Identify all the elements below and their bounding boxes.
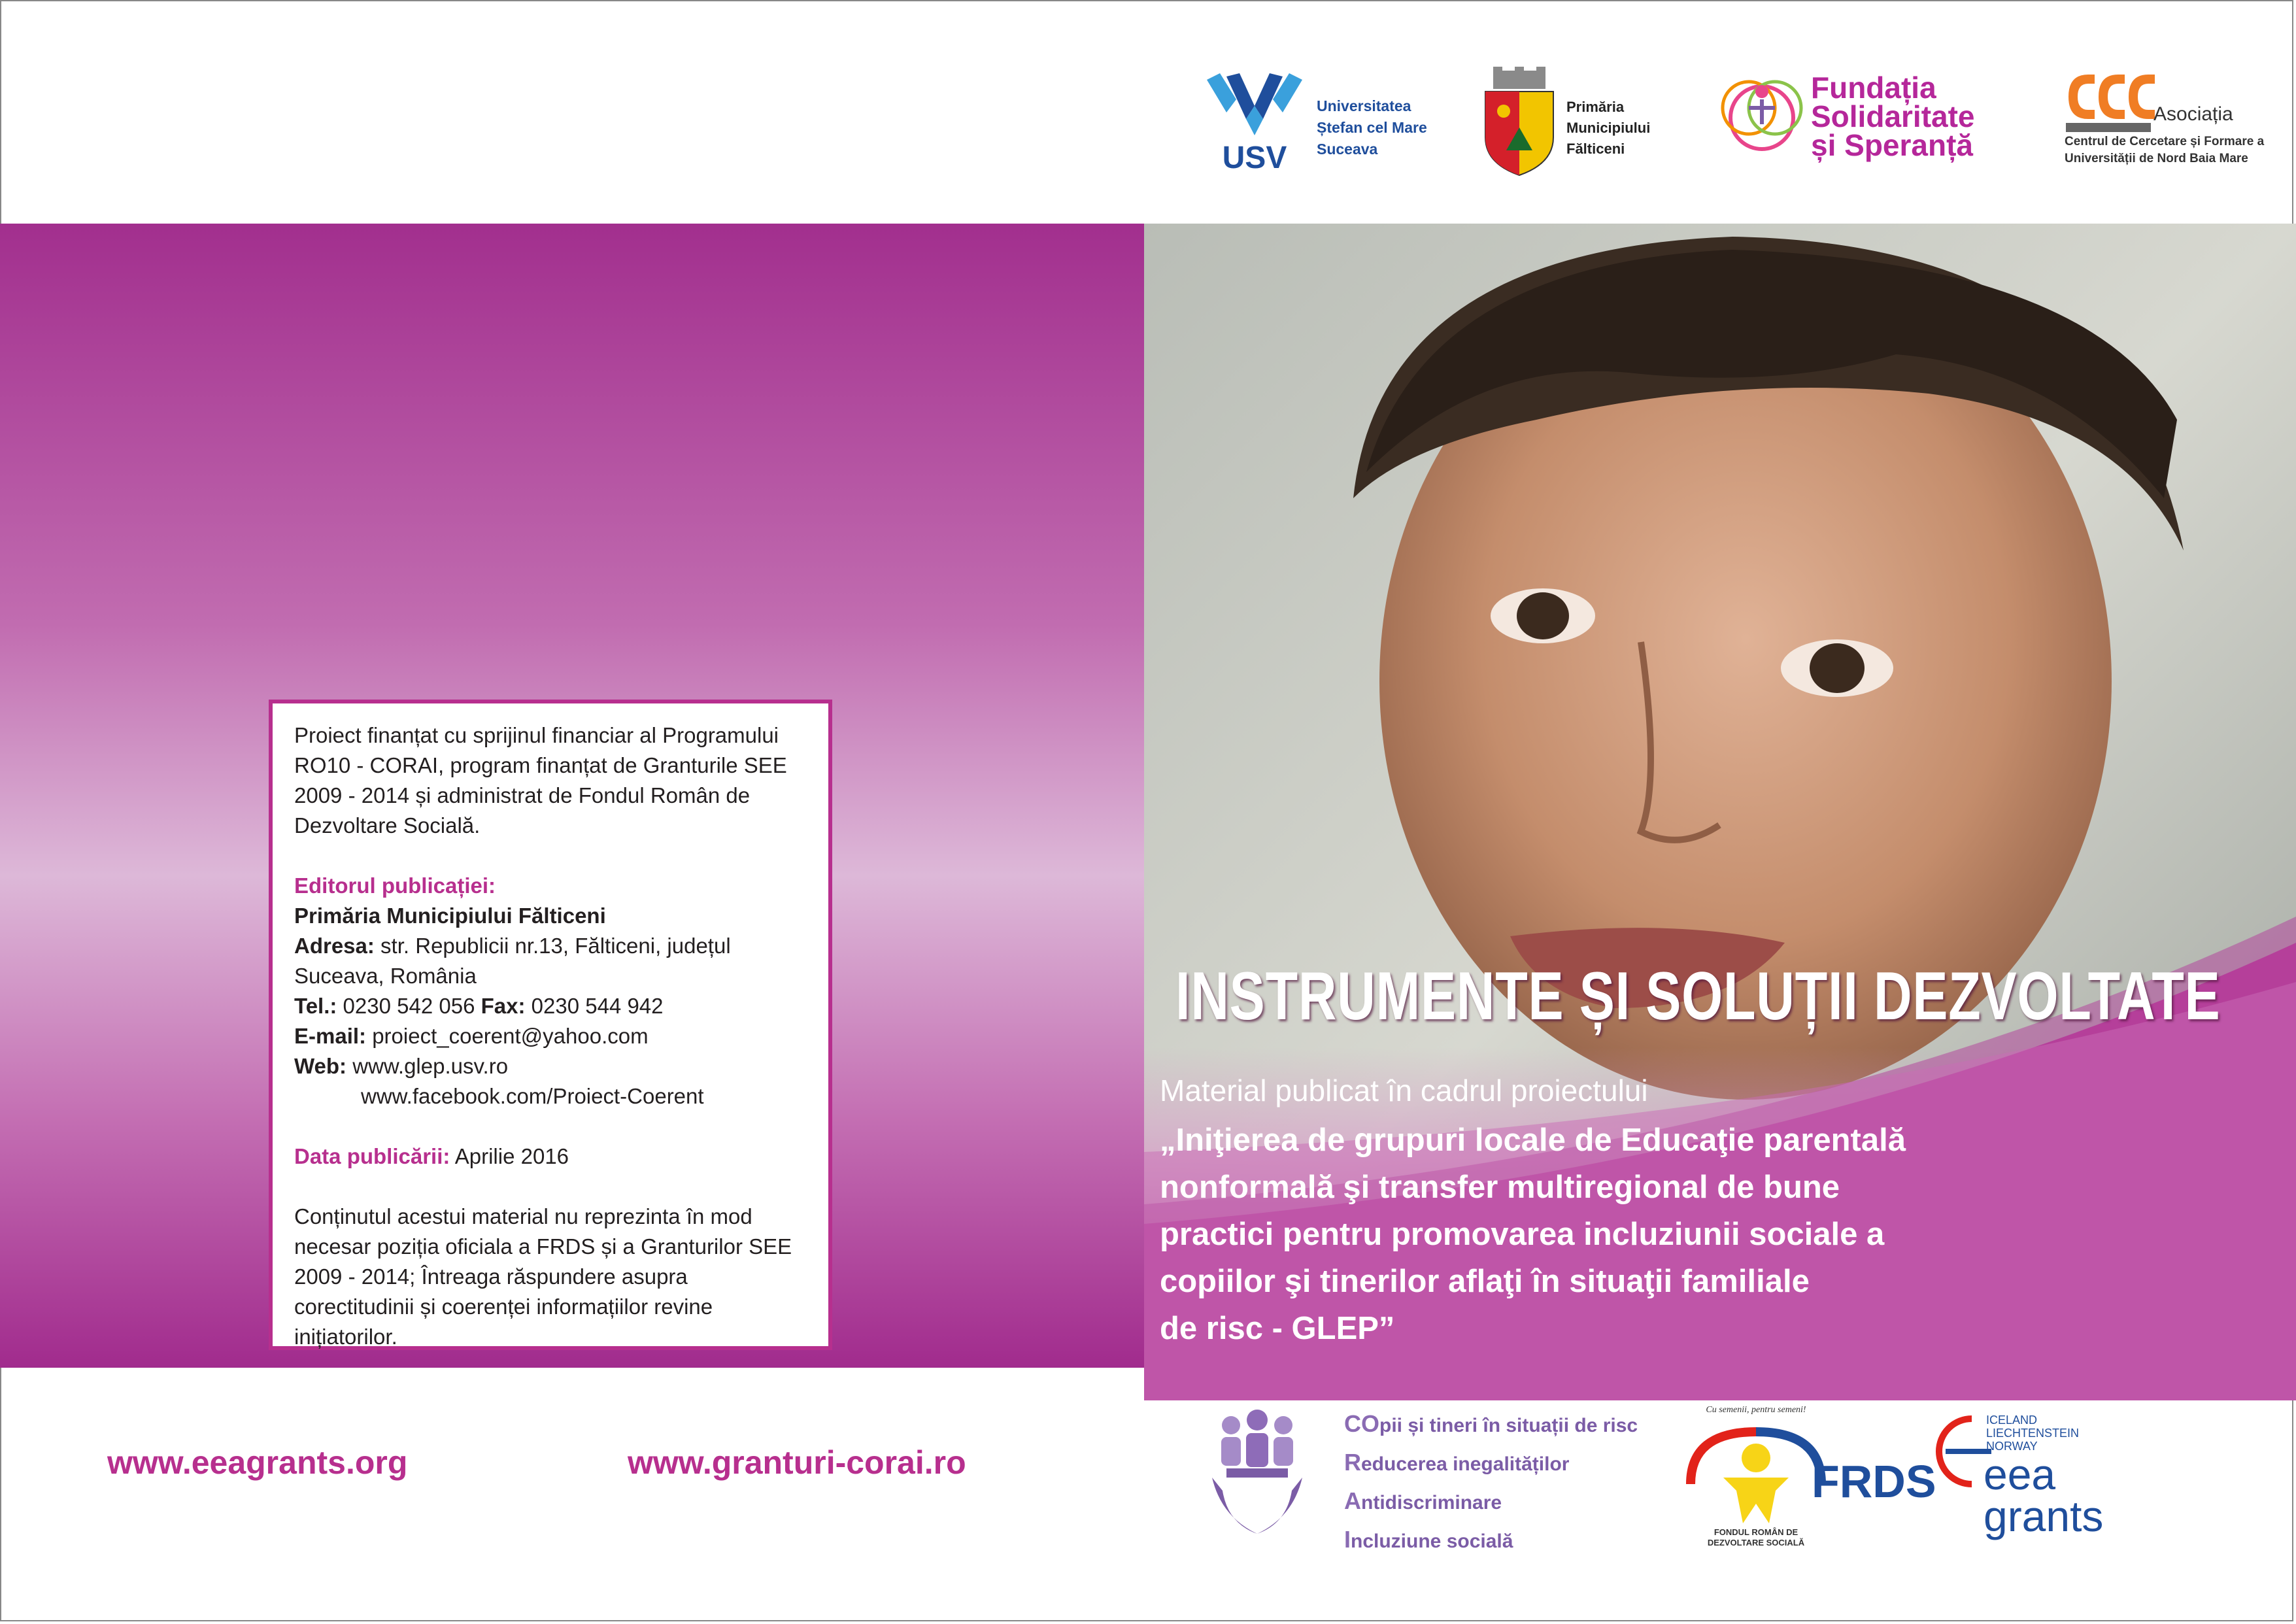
usv-mark-text: USV: [1222, 141, 1287, 175]
web-value: www.glep.usv.ro: [346, 1054, 509, 1078]
svg-text:NORWAY: NORWAY: [1986, 1440, 2038, 1453]
falticeni-coat-of-arms-icon: [1480, 65, 1559, 177]
fss-logo-icon: [1713, 72, 1811, 163]
eeagrants-url-link[interactable]: www.eeagrants.org: [107, 1444, 408, 1481]
date-label: Data publicării:: [294, 1144, 450, 1168]
fax-value: 0230 544 942: [525, 994, 664, 1018]
address-value: str. Republicii nr.13, Fălticeni, județul: [374, 934, 731, 958]
email-label: E-mail:: [294, 1024, 367, 1048]
ccc-logo-icon: [2066, 71, 2157, 133]
corai-logo-icon: [1208, 1406, 1306, 1536]
fax-label: Fax:: [481, 994, 526, 1018]
disclaimer-line: corectitudinii și coerenței informațiilor revine: [294, 1294, 713, 1319]
disclaimer-line: 2009 - 2014; Întreaga răspundere asupra: [294, 1264, 688, 1289]
date-value: Aprilie 2016: [450, 1144, 569, 1168]
tel-label: Tel.:: [294, 994, 337, 1018]
disclaimer-line: necesar poziția oficiala a FRDS și a Granturilor SEE: [294, 1234, 792, 1259]
corai-acronym-list: COpii și tineri în situații de risc Reducerea inegalităților Antidiscriminare Incluziune socială: [1344, 1410, 1638, 1553]
web-value-2: www.facebook.com/Proiect-Coerent: [361, 1084, 704, 1108]
ccc-asociatia-label: Asociația: [2153, 103, 2233, 125]
disclaimer-line: inițiatorilor.: [294, 1325, 397, 1349]
cover-title: INSTRUMENTE ȘI SOLUȚII DEZVOLTATE: [1175, 958, 2221, 1034]
email-value: proiect_coerent@yahoo.com: [366, 1024, 649, 1048]
project-name: „Iniţierea de grupuri locale de Educaţie parentală nonformală şi transfer multiregional de bune practici pentru promovarea incluziunii sociale a copiilor şi tinerilor aflaţi în situaţii familiale de risc - GLEP”: [1160, 1123, 1906, 1346]
frds-logo-icon: [1671, 1393, 1936, 1549]
falticeni-name: Primăria Municipiului Fălticeni: [1566, 99, 1651, 157]
frds-tagline: Cu semenii, pentru semeni!: [1706, 1405, 1806, 1415]
usv-logo-icon: [1200, 73, 1309, 175]
web-label: Web:: [294, 1054, 347, 1078]
tel-value: 0230 542 056: [337, 994, 481, 1018]
ccc-name: Centrul de Cercetare și Formare a Universității de Nord Baia Mare: [2065, 135, 2265, 165]
address-value-2: Suceava, România: [294, 964, 477, 988]
eea-word: eea: [1984, 1450, 2056, 1498]
usv-name: Universitatea Ștefan cel Mare Suceava: [1317, 97, 1427, 158]
publication-info-box: [269, 700, 832, 1350]
partner-logos-header: [0, 0, 2296, 222]
corai-url-link[interactable]: www.granturi-corai.ro: [628, 1444, 966, 1481]
svg-text:FONDUL ROMÂN DE: FONDUL ROMÂN DE: [1714, 1527, 1798, 1537]
disclaimer-line: Conținutul acestui material nu reprezinta în mod: [294, 1204, 752, 1228]
funding-line: Proiect finanțat cu sprijinul financiar al Programului: [294, 723, 779, 747]
cover-subtitle: Material publicat în cadrul proiectului: [1160, 1074, 1648, 1108]
eea-grants-logo-icon: [1933, 1406, 2142, 1540]
svg-text:ICELAND: ICELAND: [1986, 1413, 2038, 1427]
editor-name: Primăria Municipiului Fălticeni: [294, 904, 606, 928]
grants-word: grants: [1984, 1492, 2104, 1540]
svg-text:LIECHTENSTEIN: LIECHTENSTEIN: [1986, 1427, 2080, 1440]
editor-label: Editorul publicației:: [294, 873, 496, 898]
funding-line: RO10 - CORAI, program finanțat de Granturile SEE: [294, 753, 787, 777]
svg-text:DEZVOLTARE SOCIALĂ: DEZVOLTARE SOCIALĂ: [1707, 1538, 1805, 1548]
address-label: Adresa:: [294, 934, 375, 958]
funding-line: 2009 - 2014 și administrat de Fondul Român de: [294, 783, 751, 807]
funding-line: Dezvoltare Socială.: [294, 813, 481, 837]
frds-mark-text: FRDS: [1812, 1456, 1936, 1507]
fss-name: Fundația Solidaritate și Speranță: [1811, 71, 1975, 162]
